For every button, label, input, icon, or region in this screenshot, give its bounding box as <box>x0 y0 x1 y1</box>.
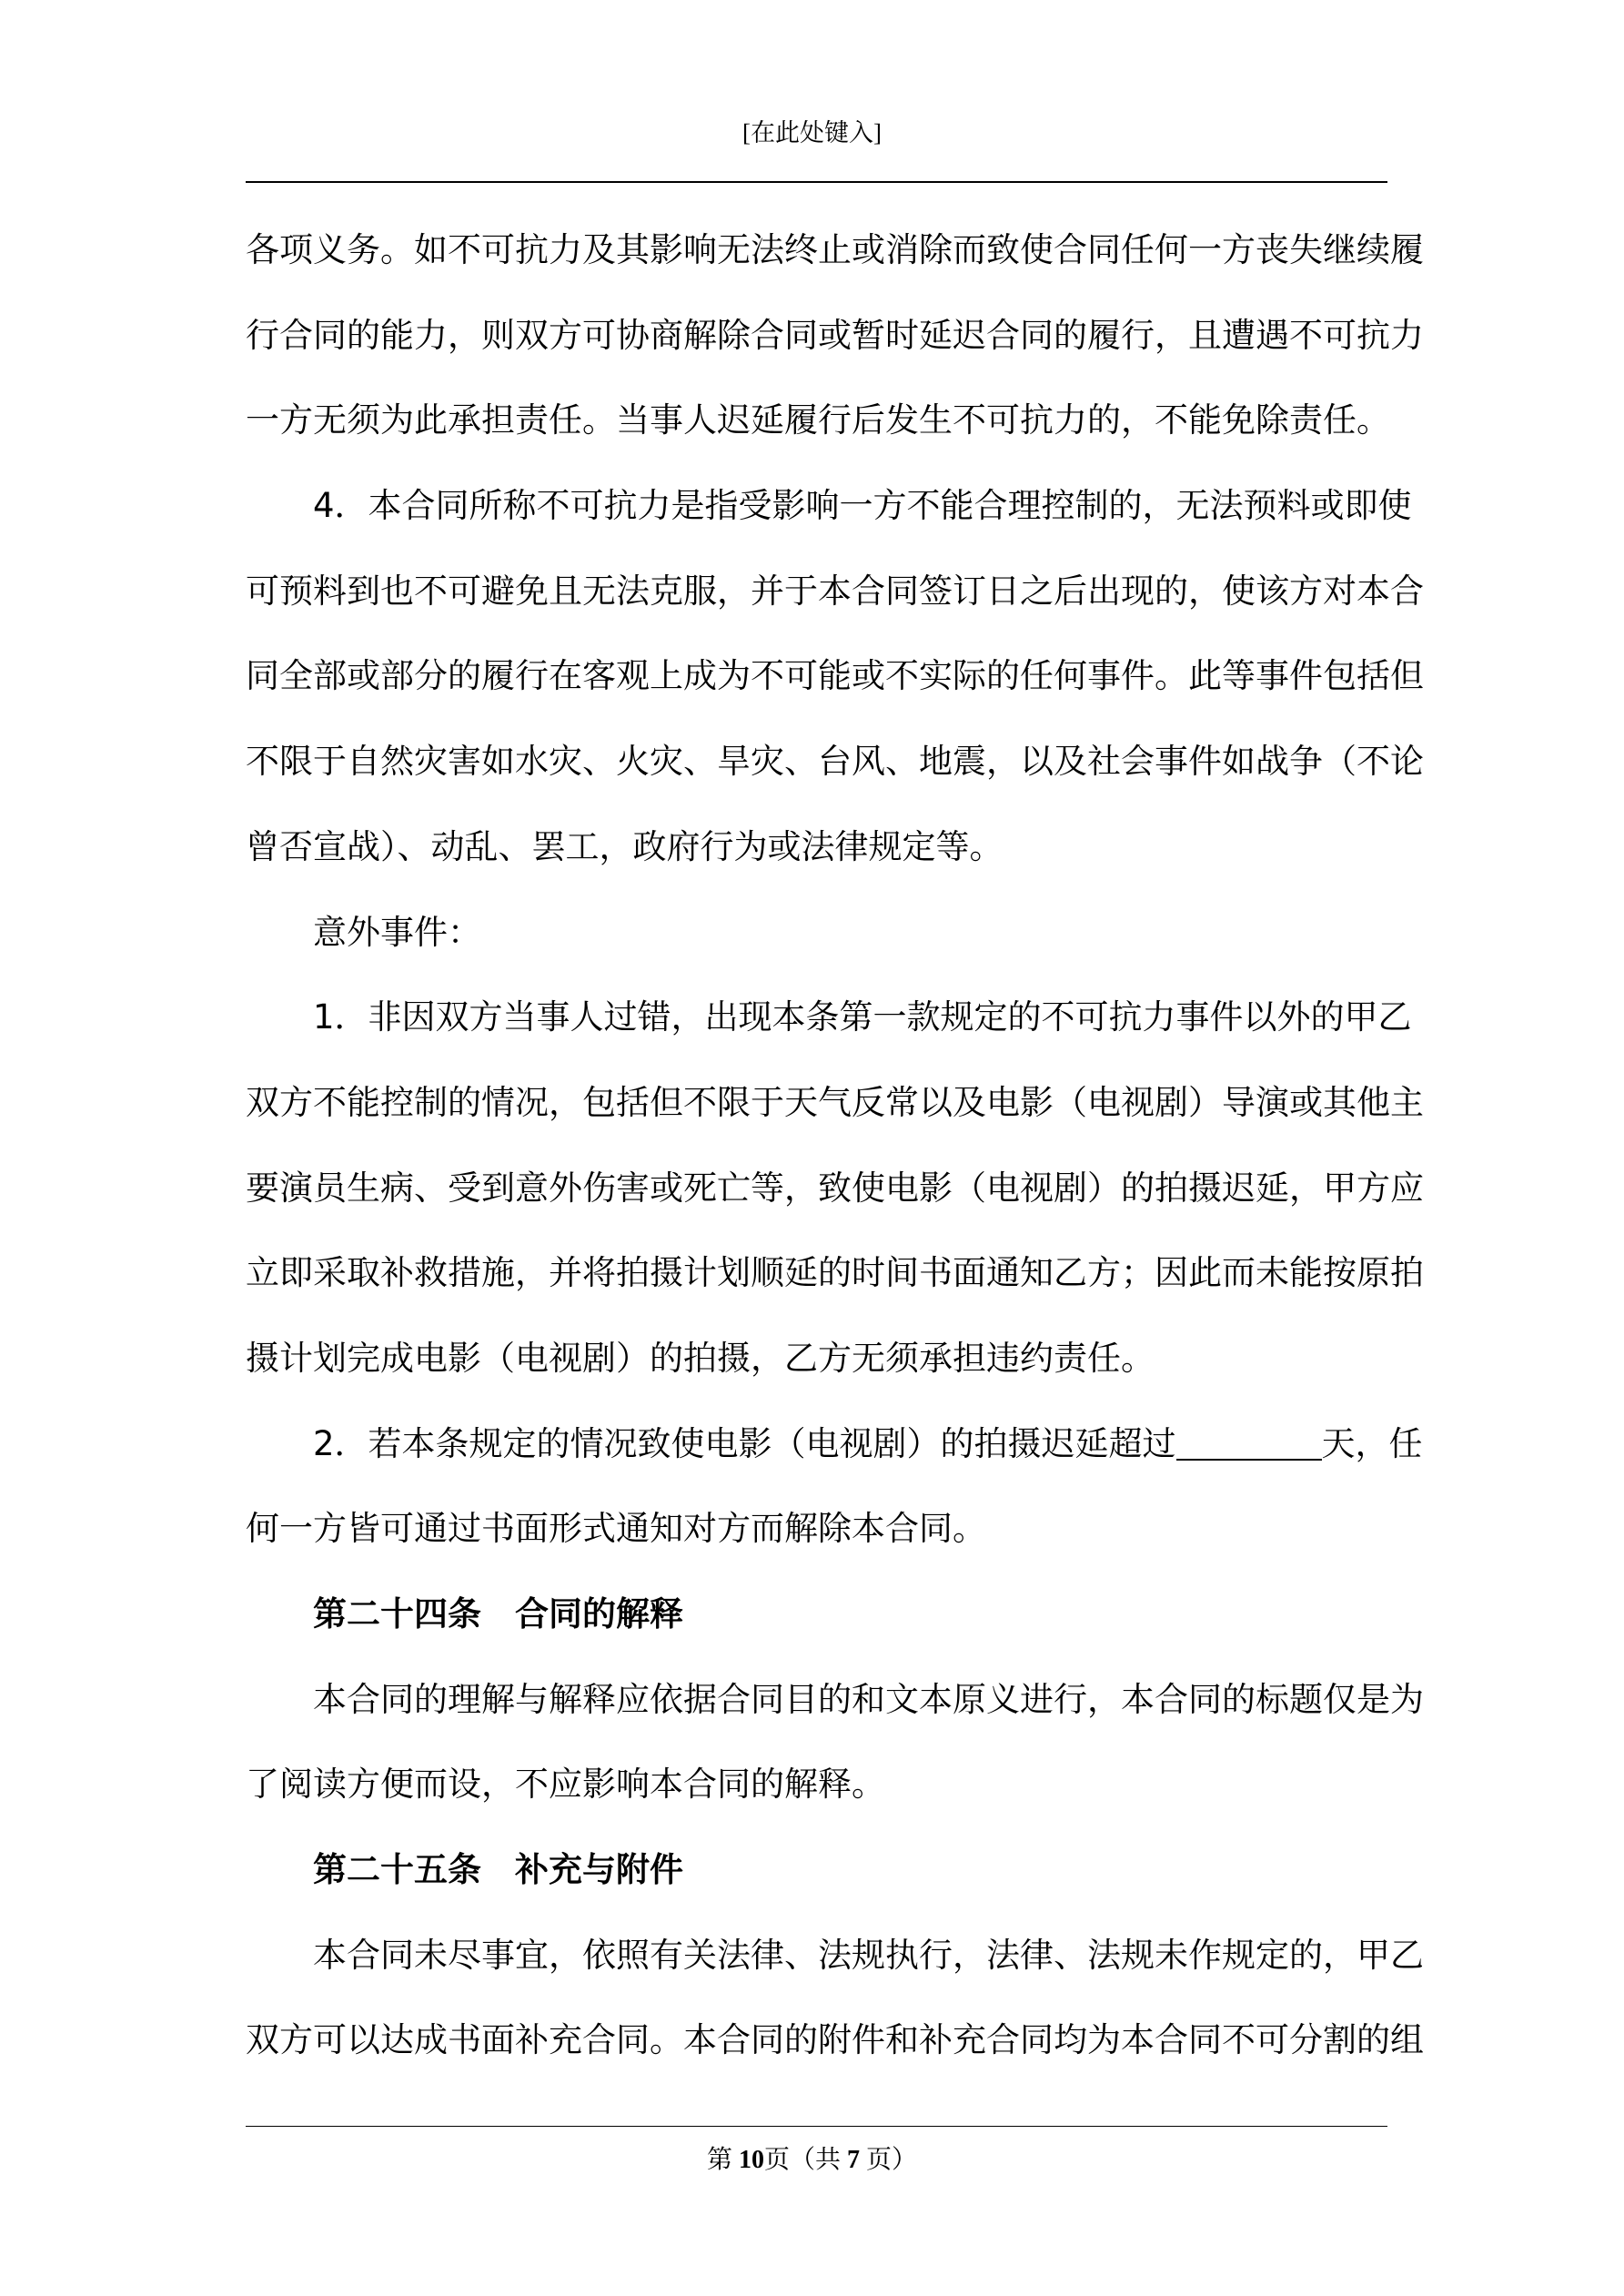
current-page-number: 10 <box>738 2146 764 2174</box>
body-line-10: 1．非因双方当事人过错，出现本条第一款规定的不可抗力事件以外的甲乙 <box>313 997 1412 1037</box>
body-line-11: 双方不能控制的情况，包括但不限于天气反常以及电影（电视剧）导演或其他主 <box>246 1082 1424 1122</box>
footer-rule <box>246 2126 1387 2127</box>
header-rule <box>246 181 1387 183</box>
body-line-13: 立即采取补救措施，并将拍摄计划顺延的时间书面通知乙方；因此而未能按原拍 <box>246 1253 1424 1293</box>
footer-suffix: 页） <box>860 2146 918 2174</box>
body-line-18: 本合同的理解与解释应依据合同目的和文本原义进行，本合同的标题仅是为 <box>313 1679 1424 1719</box>
body-line-8: 曾否宣战）、动乱、罢工，政府行为或法律规定等。 <box>246 826 1004 866</box>
body-line-16: 何一方皆可通过书面形式通知对方而解除本合同。 <box>246 1509 986 1549</box>
body-line-12: 要演员生病、受到意外伤害或死亡等，致使电影（电视剧）的拍摄迟延，甲方应 <box>246 1168 1424 1208</box>
article-24-heading: 第二十四条 合同的解释 <box>313 1594 683 1633</box>
body-line-7: 不限于自然灾害如水灾、火灾、旱灾、台风、地震，以及社会事件如战争（不论 <box>246 742 1424 782</box>
body-line-19: 了阅读方便而设，不应影响本合同的解释。 <box>246 1765 885 1805</box>
body-line-6: 同全部或部分的履行在客观上成为不可能或不实际的任何事件。此等事件包括但 <box>246 656 1424 696</box>
page-header: [在此处键入] <box>742 119 882 147</box>
body-line-15 <box>246 1401 1423 1487</box>
body-line-1: 各项义务。如不可抗力及其影响无法终止或消除而致使合同任何一方丧失继续履 <box>246 230 1424 269</box>
page-footer <box>0 2144 1624 2177</box>
body-line-15-text: 2．若本条规定的情况致使电影（电视剧）的拍摄迟延超过 <box>313 1423 1176 1463</box>
footer-middle: 页（共 <box>763 2146 847 2174</box>
footer-prefix: 第 <box>706 2146 739 2174</box>
blank-underline <box>1176 1426 1322 1461</box>
body-line-9: 意外事件： <box>313 912 481 952</box>
total-pages-number: 7 <box>847 2146 860 2174</box>
article-25-heading: 第二十五条 补充与附件 <box>313 1850 683 1890</box>
body-line-21: 本合同未尽事宜，依照有关法律、法规执行，法律、法规未作规定的，甲乙 <box>313 1935 1424 1975</box>
body-line-3: 一方无须为此承担责任。当事人迟延履行后发生不可抗力的，不能免除责任。 <box>246 400 1390 440</box>
body-line-2: 行合同的能力，则双方可协商解除合同或暂时延迟合同的履行，且遭遇不可抗力 <box>246 315 1424 355</box>
body-line-14: 摄计划完成电影（电视剧）的拍摄，乙方无须承担违约责任。 <box>246 1338 1155 1378</box>
body-line-5: 可预料到也不可避免且无法克服，并于本合同签订日之后出现的，使该方对本合 <box>246 571 1424 611</box>
body-line-15-tail: 天，任 <box>1321 1423 1423 1463</box>
document-body <box>246 207 1424 2083</box>
body-line-22: 双方可以达成书面补充合同。本合同的附件和补充合同均为本合同不可分割的组 <box>246 2020 1424 2060</box>
body-line-4: 4．本合同所称不可抗力是指受影响一方不能合理控制的，无法预料或即使 <box>313 486 1412 526</box>
